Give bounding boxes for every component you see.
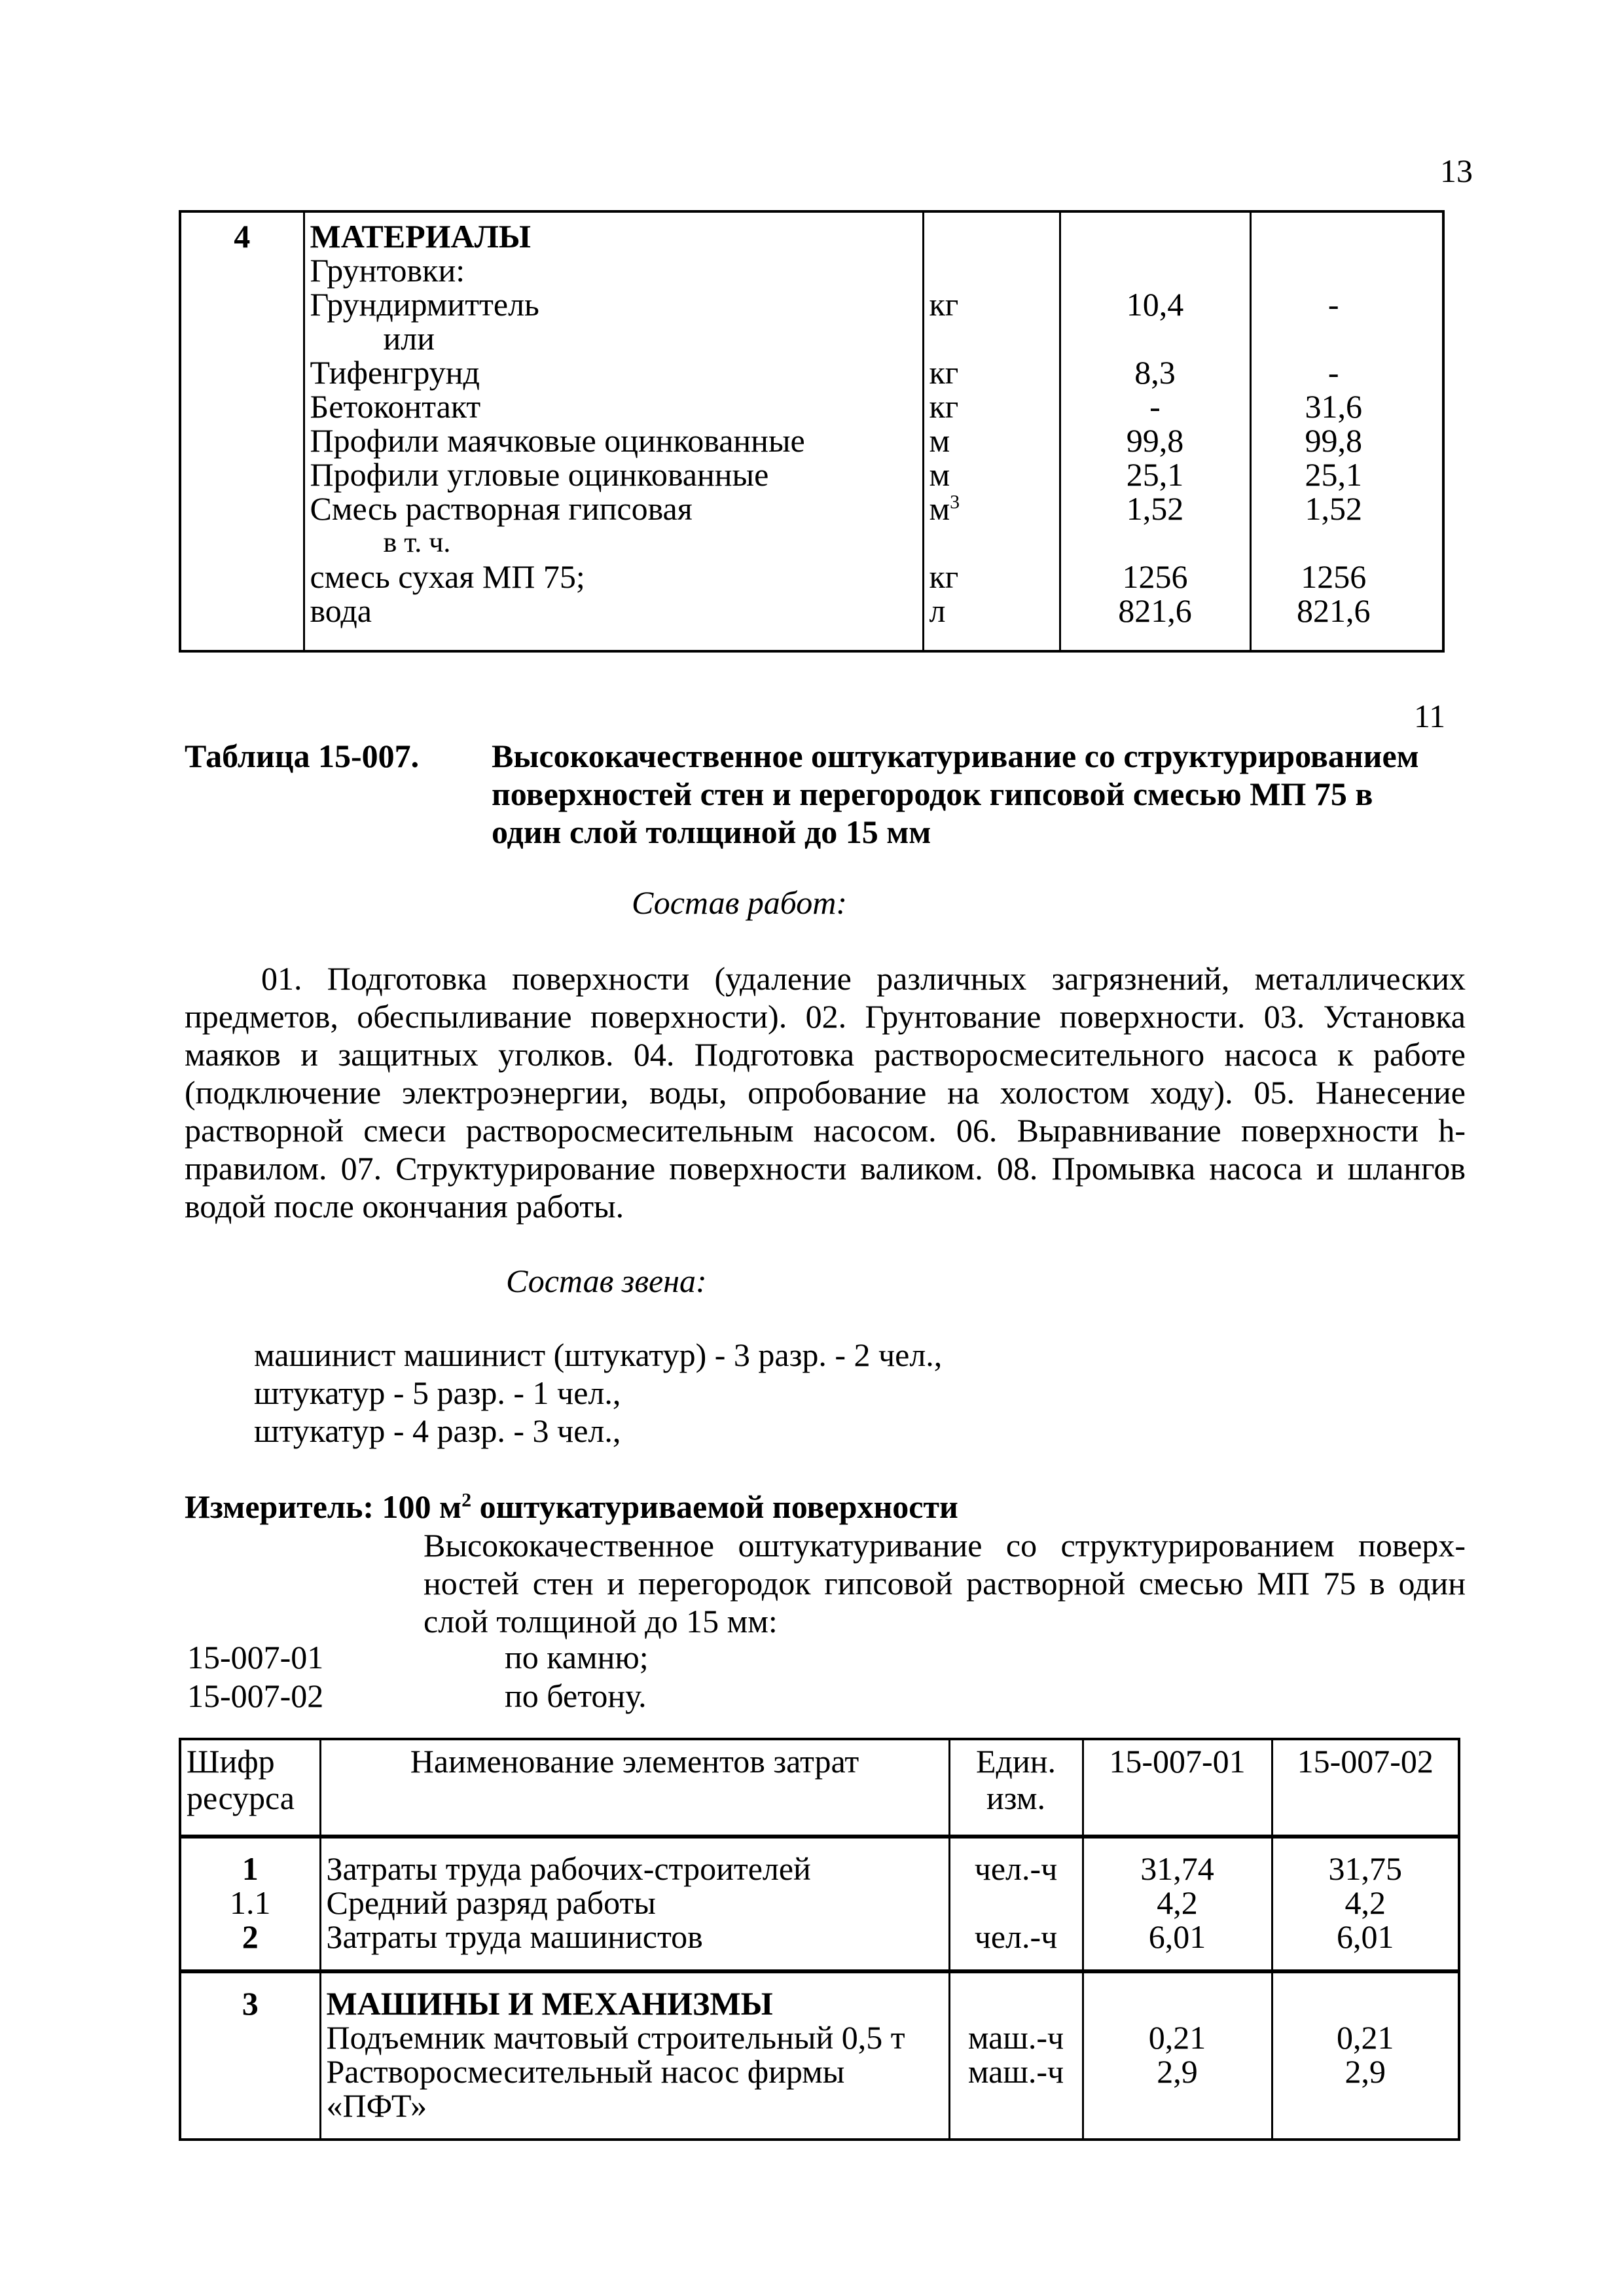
column-header-name: Наименование элементов затрат: [320, 1739, 949, 1837]
paragraph-line: растворной смеси растворосмесительным насосом. 06. Выравнивание поверхности h-: [185, 1112, 1466, 1149]
spacer-cell: [1083, 1971, 1272, 1986]
value-cell: 25,1: [1250, 457, 1443, 492]
spacer-row: [180, 628, 1443, 651]
table-title-line: один слой толщиной до 15 мм: [492, 814, 931, 850]
spacer-cell: [180, 628, 304, 651]
resource-code-cell: [180, 321, 304, 355]
resource-name-cell: Растворосмесительный насос фирмы «ПФТ»: [320, 2054, 949, 2123]
paragraph-line: маяков и защитных уголков. 04. Подготовка растворосмесительного насоса к работе: [185, 1036, 1466, 1073]
resource-code-cell: [180, 457, 304, 492]
spacer-row: [180, 1954, 1459, 1971]
unit-cell: кг: [923, 355, 1060, 389]
table-row: [180, 1920, 1459, 1954]
resource-name-cell: Грунтовки:: [304, 253, 923, 287]
value-cell: -: [1250, 355, 1443, 389]
description-line: Высококачественное оштукатуривание со структурированием поверх-: [424, 1527, 1466, 1564]
resource-code-cell: [180, 594, 304, 628]
resource-code-cell: [180, 560, 304, 594]
spacer-cell: [1272, 1837, 1459, 1852]
value-cell: 25,1: [1060, 457, 1250, 492]
value-cell: 31,6: [1250, 389, 1443, 423]
resource-name-cell: Подъемник мачтовый строительный 0,5 т: [320, 2020, 949, 2054]
description: [424, 1526, 1466, 1640]
resource-name-cell: Бетоконтакт: [304, 389, 923, 423]
spacer-cell: [320, 1837, 949, 1852]
resource-name-cell: или: [304, 321, 923, 355]
spacer-cell: [949, 2123, 1083, 2140]
resource-name-cell: Профили маячковые оцинкованные: [304, 423, 923, 457]
table-row: [180, 321, 1443, 355]
value-cell: -: [1060, 389, 1250, 423]
crew-list: [254, 1336, 942, 1450]
spacer-cell: [923, 211, 1060, 219]
spacer-cell: [320, 2123, 949, 2140]
value-cell: [1060, 219, 1250, 253]
table-title: [492, 737, 1419, 851]
resource-code-cell: [180, 287, 304, 321]
table-row: [180, 355, 1443, 389]
unit-cell: м: [923, 457, 1060, 492]
value-cell: 0,21: [1272, 2020, 1459, 2054]
table-row: [180, 2054, 1459, 2123]
code-02-label: по бетону.: [505, 1677, 647, 1714]
crew-heading: Состав звена:: [506, 1263, 707, 1299]
resource-name-cell: Профили угловые оцинкованные: [304, 457, 923, 492]
value-cell: [1250, 219, 1443, 253]
table-title-line: поверхностей стен и перегородок гипсовой смесью МП 75 в: [492, 776, 1373, 812]
spacer-cell: [180, 1971, 320, 1986]
spacer-cell: [949, 1971, 1083, 1986]
spacer-cell: [949, 1837, 1083, 1852]
resource-code-cell: 2: [180, 1920, 320, 1954]
table-title-label: Таблица 15-007.: [185, 738, 420, 774]
spacer-cell: [180, 2123, 320, 2140]
table-row: [180, 1852, 1459, 1886]
unit-cell: чел.-ч: [949, 1920, 1083, 1954]
resource-code-cell: 4: [180, 219, 304, 253]
spacer-cell: [1060, 628, 1250, 651]
value-cell: [1060, 253, 1250, 287]
column-header-v1: 15-007-01: [1083, 1739, 1272, 1837]
table-row: [180, 594, 1443, 628]
unit-cell: [923, 526, 1060, 560]
crew-line: машинист машинист (штукатур) - 3 разр. - 2 чел.,: [254, 1336, 943, 1373]
spacer-row: [180, 1837, 1459, 1852]
spacer-cell: [1083, 1837, 1272, 1852]
table-row: [180, 2020, 1459, 2054]
value-cell: 1256: [1250, 560, 1443, 594]
table-row: [180, 423, 1443, 457]
resource-name-cell: МАШИНЫ И МЕХАНИЗМЫ: [320, 1986, 949, 2020]
resources-table: [179, 1738, 1460, 2141]
code-01-label: по камню;: [505, 1639, 649, 1676]
value-cell: 99,8: [1250, 423, 1443, 457]
spacer-row: [180, 1971, 1459, 1986]
unit-cell: чел.-ч: [949, 1852, 1083, 1886]
resource-name-cell: МАТЕРИАЛЫ: [304, 219, 923, 253]
resource-code-cell: [180, 389, 304, 423]
unit-cell: маш.-ч: [949, 2020, 1083, 2054]
spacer-cell: [180, 1837, 320, 1852]
code-01: 15-007-01: [187, 1639, 324, 1676]
table-row: [180, 457, 1443, 492]
column-header-code: Шифр ресурса: [180, 1739, 320, 1837]
value-cell: [1250, 321, 1443, 355]
resource-code-cell: 3: [180, 1986, 320, 2020]
value-cell: [1250, 253, 1443, 287]
unit-cell: $м^3$: [923, 492, 1060, 526]
spacer-cell: [923, 628, 1060, 651]
crew-line: штукатур - 4 разр. - 3 чел.,: [254, 1412, 621, 1449]
unit-cell: маш.-ч: [949, 2054, 1083, 2123]
resource-code-cell: [180, 423, 304, 457]
description-line: слой толщиной до 15 мм:: [424, 1603, 778, 1640]
value-cell: 1256: [1060, 560, 1250, 594]
spacer-cell: [949, 1954, 1083, 1971]
unit-cell: [923, 219, 1060, 253]
spacer-cell: [304, 628, 923, 651]
spacer-cell: [1272, 1954, 1459, 1971]
unit-cell: [949, 1886, 1083, 1920]
value-cell: 821,6: [1060, 594, 1250, 628]
table-section: [180, 1971, 1459, 2140]
table-row: [180, 219, 1443, 253]
resource-name-cell: смесь сухая МП 75;: [304, 560, 923, 594]
value-cell: -: [1250, 287, 1443, 321]
value-cell: 6,01: [1272, 1920, 1459, 1954]
value-cell: 4,2: [1083, 1886, 1272, 1920]
unit-cell: кг: [923, 560, 1060, 594]
resource-name-cell: Смесь растворная гипсовая: [304, 492, 923, 526]
table-row: [180, 1986, 1459, 2020]
value-cell: 4,2: [1272, 1886, 1459, 1920]
section-number: 11: [1414, 698, 1446, 734]
value-cell: 1,52: [1250, 492, 1443, 526]
value-cell: 6,01: [1083, 1920, 1272, 1954]
spacer-cell: [180, 1954, 320, 1971]
column-header-unit: Един. изм.: [949, 1739, 1083, 1837]
value-cell: [1060, 526, 1250, 560]
spacer-cell: [1272, 2123, 1459, 2140]
value-cell: [1060, 321, 1250, 355]
table-row: [180, 526, 1443, 560]
unit-cell: [923, 321, 1060, 355]
resource-code-cell: [180, 2054, 320, 2123]
meter-heading: [185, 1488, 958, 1526]
unit-cell: л: [923, 594, 1060, 628]
value-cell: [1250, 526, 1443, 560]
value-cell: 2,9: [1083, 2054, 1272, 2123]
spacer-cell: [1060, 211, 1250, 219]
value-cell: 2,9: [1272, 2054, 1459, 2123]
paragraph-line: водой после окончания работы.: [185, 1188, 624, 1225]
spacer-cell: [1250, 628, 1443, 651]
unit-cell: м: [923, 423, 1060, 457]
resource-code-cell: [180, 2020, 320, 2054]
resource-name-cell: Затраты труда рабочих-строителей: [320, 1852, 949, 1886]
meter-prefix: Измеритель: 100 м: [185, 1488, 462, 1525]
value-cell: 1,52: [1060, 492, 1250, 526]
table-row: [180, 492, 1443, 526]
spacer-cell: [320, 1954, 949, 1971]
resource-code-cell: [180, 253, 304, 287]
resource-name-cell: вода: [304, 594, 923, 628]
resource-code-cell: [180, 355, 304, 389]
unit-cell: кг: [923, 287, 1060, 321]
spacer-cell: [1083, 1954, 1272, 1971]
value-cell: 10,4: [1060, 287, 1250, 321]
meter-superscript: 2: [461, 1489, 472, 1511]
resource-name-cell: Грундирмиттель: [304, 287, 923, 321]
value-cell: 821,6: [1250, 594, 1443, 628]
table-row: [180, 389, 1443, 423]
spacer-row: [180, 2123, 1459, 2140]
value-cell: 8,3: [1060, 355, 1250, 389]
table-row: [180, 1886, 1459, 1920]
paragraph-line: правилом. 07. Структурирование поверхности валиком. 08. Промывка насоса и шлангов: [185, 1150, 1466, 1187]
value-cell: 99,8: [1060, 423, 1250, 457]
materials-table: [179, 210, 1445, 653]
table-row: [180, 287, 1443, 321]
resource-code-cell: [180, 492, 304, 526]
resource-name-cell: Тифенгрунд: [304, 355, 923, 389]
work-composition-text: [185, 960, 1466, 1225]
spacer-cell: [1272, 1971, 1459, 1986]
unit-cell: кг: [923, 389, 1060, 423]
resource-name-cell: Средний разряд работы: [320, 1886, 949, 1920]
spacer-cell: [1250, 211, 1443, 219]
table-row: [180, 253, 1443, 287]
meter-suffix: оштукатуриваемой поверхности: [471, 1488, 958, 1525]
description-line: ностей стен и перегородок гипсовой растворной смесью МП 75 в один: [424, 1565, 1466, 1602]
table-row: [180, 560, 1443, 594]
resource-name-cell: в т. ч.: [304, 526, 923, 560]
page-number: 13: [1440, 152, 1473, 189]
value-cell: 31,75: [1272, 1852, 1459, 1886]
resource-code-cell: 1: [180, 1852, 320, 1886]
table-section: [180, 1837, 1459, 1971]
table-title-line: Высококачественное оштукатуривание со структурированием: [492, 738, 1419, 774]
spacer-cell: [320, 1971, 949, 1986]
column-header-v2: 15-007-02: [1272, 1739, 1459, 1837]
value-cell: 0,21: [1083, 2020, 1272, 2054]
crew-line: штукатур - 5 разр. - 1 чел.,: [254, 1374, 621, 1411]
resource-code-cell: [180, 526, 304, 560]
resource-code-cell: 1.1: [180, 1886, 320, 1920]
unit-cell: [949, 1986, 1083, 2020]
table-header-row: [180, 1739, 1459, 1837]
unit-cell: [923, 253, 1060, 287]
value-cell: [1272, 1986, 1459, 2020]
work-composition-heading: Состав работ:: [632, 884, 848, 921]
spacer-cell: [1083, 2123, 1272, 2140]
paragraph-line: предметов, обеспыливание поверхности). 02. Грунтование поверхности. 03. Установка: [185, 998, 1466, 1035]
paragraph-line: (подключение электроэнергии, воды, опробование на холостом ходу). 05. Нанесение: [185, 1074, 1466, 1111]
value-cell: 31,74: [1083, 1852, 1272, 1886]
paragraph-line: 01. Подготовка поверхности (удаление различных загрязнений, металлических: [261, 960, 1466, 997]
code-02: 15-007-02: [187, 1677, 324, 1714]
resource-name-cell: Затраты труда машинистов: [320, 1920, 949, 1954]
value-cell: [1083, 1986, 1272, 2020]
